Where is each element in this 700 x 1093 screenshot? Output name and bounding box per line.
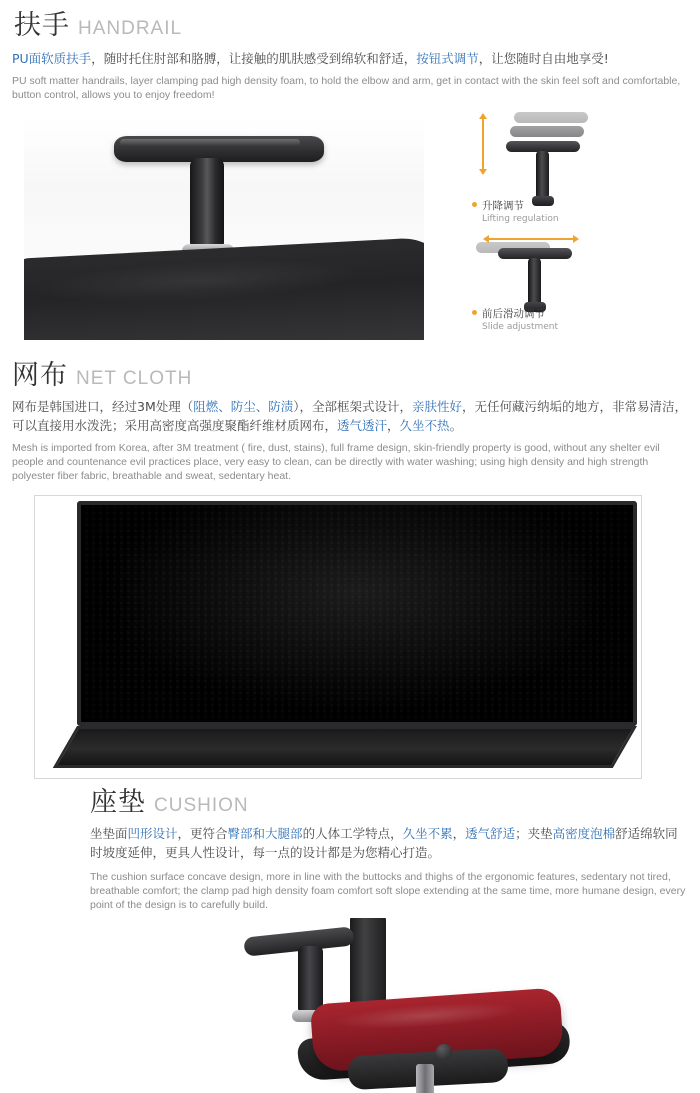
gas-lift-cylinder [416,1064,434,1093]
cushion-body-cn-5: 的人体工学特点， [302,826,403,842]
handrail-text-block [12,49,688,102]
cushion-body-cn-8: 透气舒适 [465,826,516,842]
lifting-caption-cn: 升降调节 [482,200,524,213]
handrail-body-cn-3: 按钮式调节 [416,51,479,67]
slide-caption [472,302,558,332]
cushion-heading [90,787,688,818]
bullet-dot-icon [472,202,477,207]
slide-caption-cn: 前后滑动调节 [482,308,545,321]
handrail-section [0,0,700,356]
armrest-neck-slide [528,258,541,306]
mesh-photo [22,493,678,783]
cushion-body-en: The cushion surface concave design, more in line with the buttocks and thighs of the ergonomic features, sedentary not tired, breathable comfort; the clamp pad high density foam comfort soft slope extending at the same time, more humane design, every point of the design is to carefully build. [90,871,686,912]
cushion-title-cn: 座垫 [90,787,146,819]
cushion-section [0,783,700,1093]
seat-base-illustration [24,237,424,340]
cushion-body-cn [90,824,688,862]
lifting-detail-photo [458,108,668,226]
netcloth-body-cn-5: ，无任何藏污纳垢的地方，非常易清洁，可以直接用水泼洗；采用高密度高强度聚酯纤维材质网布， [12,399,688,434]
armrest-neck [190,158,224,250]
netcloth-body-cn-2: 阻燃、防尘、防渍 [193,399,294,415]
handrail-title-cn: 扶手 [14,10,70,41]
cushion-body-cn-1: 坐垫面 [90,826,128,842]
cushion-body-cn-4: 臀部和大腿部 [227,826,303,842]
netcloth-body-cn-4: 亲肤性好 [412,399,463,415]
cushion-body-cn-2: 凹形设计 [127,826,178,842]
handrail-heading [14,10,688,41]
slide-detail-photo [458,232,668,350]
cushion-body-cn-9: ；夹垫 [515,826,553,842]
cushion-body-cn-11: 舒适绵软同时坡度延伸，更具人性设计，每一点的设计都是为您精心打造。 [90,826,678,861]
netcloth-text-block [12,397,688,483]
cushion-body-cn-10: 高密度泡棉 [552,826,616,842]
handrail-main-photo [24,118,424,340]
lifting-caption-en: Lifting regulation [482,214,559,225]
netcloth-body-cn [12,397,688,435]
armrest-pad-ghost-mid [510,126,584,137]
netcloth-body-cn-7: ， [387,418,400,434]
netcloth-body-cn-8: 久坐不热 [399,418,450,434]
netcloth-title-cn: 网布 [12,360,68,392]
netcloth-body-en: Mesh is imported from Korea, after 3M treatment ( fire, dust, stains), full frame design, skin-friendly property is good, without any shelter evil people and countenance evil practices place, very easy to clean, can be directly with water washing; using high density and high strength polyester fiber fabric, breathable and sweat, sedentary heat. [12,442,660,483]
cushion-body-cn-7: ， [452,826,466,842]
slide-arrow-icon [488,238,574,240]
armrest-pad-ghost-high [514,112,588,123]
handrail-detail-photos [458,108,668,356]
handrail-image-group [12,108,688,356]
lifting-arrow-icon [482,118,484,170]
backrest-post [350,918,386,1010]
handrail-body-cn [12,49,688,68]
netcloth-section [0,356,700,783]
handrail-body-cn-4: ，让您随时自由地享受! [478,51,609,67]
bullet-dot-icon-2 [472,310,477,315]
armrest-neck-detail [536,151,549,199]
cushion-text-block [90,824,688,912]
cushion-title-en: CUSHION [154,795,249,817]
cushion-body-cn-6: 久坐不累 [402,826,453,842]
cushion-body-cn-3: ，更符合 [177,826,228,842]
handrail-body-cn-2: ，随时托住肘部和胳膊，让接触的肌肤感受到绵软和舒适， [91,51,417,67]
netcloth-body-cn-9: 。 [449,418,463,434]
lifting-caption [472,194,559,224]
mesh-backrest-panel [77,501,637,726]
handrail-title-en: HANDRAIL [78,18,183,39]
netcloth-body-cn-6: 透气透汗 [337,418,388,434]
cushion-armrest-neck [298,946,323,1014]
mesh-lower-edge [53,726,637,768]
slide-caption-en: Slide adjustment [482,322,559,333]
netcloth-heading [12,360,688,391]
handrail-body-cn-1: PU面软质扶手 [12,51,92,67]
netcloth-body-cn-3: ），全部框架式设计， [293,399,413,415]
netcloth-title-en: NET CLOTH [76,368,193,390]
handrail-body-en: PU soft matter handrails, layer clamping pad high density foam, to hold the elbow and arm, get in contact with the skin feel soft and comfortable, button control, allows you to enjoy freedom! [12,75,681,102]
netcloth-body-cn-1: 网布是韩国进口，经过3M处理（ [12,399,194,415]
